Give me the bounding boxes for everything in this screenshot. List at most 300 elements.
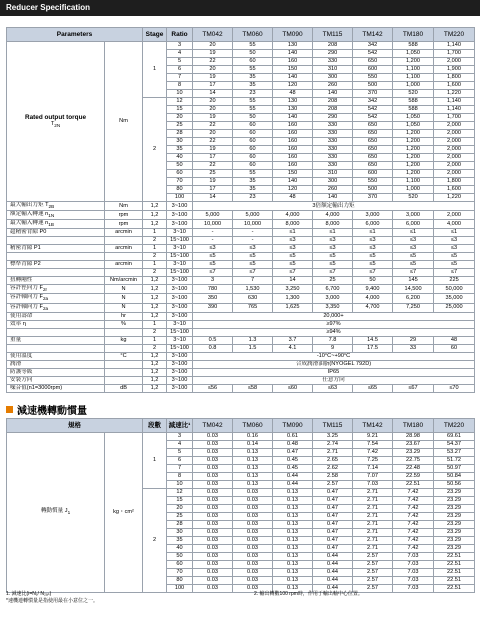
value-cell: 0.13 bbox=[233, 449, 273, 457]
ratio-cell: 80 bbox=[167, 186, 193, 194]
ratio-cell: 4 bbox=[167, 441, 193, 449]
param-label bbox=[7, 376, 105, 384]
value-cell: 160 bbox=[273, 58, 313, 66]
value-cell: ≤5 bbox=[393, 261, 434, 269]
value-cell: 3,250 bbox=[273, 285, 313, 294]
param-label-text: 容許徑向力 F bbox=[10, 285, 43, 292]
value-cell: 3 bbox=[193, 277, 233, 285]
param-label bbox=[7, 211, 105, 220]
value-cell: 22.48 bbox=[393, 465, 434, 473]
value-cell: 2.57 bbox=[353, 569, 393, 577]
table-row bbox=[7, 261, 475, 269]
col-header: 減速比¹ bbox=[167, 419, 193, 433]
value-cell: 500 bbox=[353, 82, 393, 90]
col-header: 段數 bbox=[143, 419, 167, 433]
value-cell: 310 bbox=[313, 66, 353, 74]
ratio-cell: 20 bbox=[167, 114, 193, 122]
value-cell: 3.25 bbox=[313, 433, 353, 441]
value-cell: 2,000 bbox=[434, 211, 475, 220]
value-cell: 4,000 bbox=[313, 211, 353, 220]
ratio-cell: 40 bbox=[167, 154, 193, 162]
table-row bbox=[7, 344, 475, 352]
value-cell: 2.74 bbox=[313, 441, 353, 449]
inertia-label-text: 轉動慣量 J bbox=[40, 508, 68, 515]
value-cell: 50.97 bbox=[434, 465, 475, 473]
ratio-cell: 3~100 bbox=[167, 211, 193, 220]
value-cell: 0.03 bbox=[193, 521, 233, 529]
table-row bbox=[7, 294, 475, 303]
value-cell: 2.71 bbox=[353, 521, 393, 529]
value-cell: 0.03 bbox=[233, 561, 273, 569]
table-row bbox=[7, 433, 475, 441]
ratio-cell: 8 bbox=[167, 82, 193, 90]
unit-cell bbox=[105, 237, 143, 245]
merged-value-cell: 任意方向 bbox=[193, 376, 475, 384]
value-cell: 0.13 bbox=[273, 577, 313, 585]
stage-cell: 1,2 bbox=[143, 384, 167, 392]
value-cell: ≤3 bbox=[233, 245, 273, 253]
stage-cell: 1 bbox=[143, 245, 167, 253]
value-cell: 20 bbox=[193, 106, 233, 114]
param-label-text: 超精密背隙 P0 bbox=[10, 229, 47, 236]
inertia-section-title: 減速機轉動慣量 bbox=[6, 402, 87, 417]
value-cell: 370 bbox=[353, 90, 393, 98]
value-cell: 330 bbox=[313, 122, 353, 130]
value-cell: 7.14 bbox=[353, 465, 393, 473]
value-cell: ≤60 bbox=[273, 384, 313, 392]
ratio-cell: 3~100 bbox=[167, 202, 193, 211]
ratio-cell: 7 bbox=[167, 74, 193, 82]
col-header: TM142 bbox=[353, 419, 393, 433]
value-cell: 9.21 bbox=[353, 433, 393, 441]
col-header: TM090 bbox=[273, 28, 313, 42]
ratio-cell: 3~100 bbox=[167, 303, 193, 312]
table-row bbox=[7, 202, 475, 211]
value-cell: 1.5 bbox=[233, 344, 273, 352]
value-cell: 145 bbox=[393, 277, 434, 285]
value-cell: 0.13 bbox=[273, 529, 313, 537]
param-label bbox=[7, 277, 105, 285]
value-cell: 20 bbox=[193, 130, 233, 138]
value-cell: 588 bbox=[393, 42, 434, 50]
value-cell: ≤5 bbox=[313, 253, 353, 261]
value-cell: 0.03 bbox=[233, 569, 273, 577]
param-label-sub: 2B bbox=[48, 204, 55, 210]
value-cell: 650 bbox=[353, 154, 393, 162]
value-cell: 0.03 bbox=[193, 489, 233, 497]
ratio-cell: 3~10 bbox=[167, 320, 193, 328]
value-cell: 2.57 bbox=[353, 585, 393, 593]
param-label-sub: 2r bbox=[42, 287, 48, 293]
value-cell: 1,140 bbox=[434, 106, 475, 114]
value-cell: 140 bbox=[313, 194, 353, 202]
value-cell: 1,100 bbox=[393, 178, 434, 186]
value-cell: 7.54 bbox=[353, 441, 393, 449]
footnote-right: 2. 輸出轉數100 rpm時，作用于輸出軸中心位置。 bbox=[254, 591, 363, 597]
ratio-cell: 40 bbox=[167, 545, 193, 553]
merged-value-cell: ≥94% bbox=[193, 328, 475, 336]
rated-torque-title: Rated output torque bbox=[24, 113, 87, 121]
value-cell: 20 bbox=[193, 66, 233, 74]
stage-cell: 1,2 bbox=[143, 303, 167, 312]
value-cell: 25 bbox=[193, 170, 233, 178]
ratio-cell: 3~100 bbox=[167, 220, 193, 229]
unit-cell: dB bbox=[105, 384, 143, 392]
value-cell: 1,000 bbox=[393, 82, 434, 90]
ratio-cell: 3~100 bbox=[167, 312, 193, 320]
value-cell: 0.03 bbox=[233, 585, 273, 593]
col-header-parameters: Parameters bbox=[7, 28, 143, 42]
value-cell: 20 bbox=[193, 98, 233, 106]
value-cell: 0.03 bbox=[193, 433, 233, 441]
unit-cell bbox=[105, 376, 143, 384]
param-label-text: 使用溫度 bbox=[10, 352, 33, 359]
value-cell: 130 bbox=[273, 98, 313, 106]
param-label-sub: 1B bbox=[48, 222, 54, 228]
inertia-header-row bbox=[7, 419, 475, 433]
value-cell: 0.44 bbox=[313, 561, 353, 569]
value-cell: 0.13 bbox=[273, 569, 313, 577]
value-cell: 0.03 bbox=[193, 545, 233, 553]
unit-cell bbox=[105, 253, 143, 261]
ratio-cell: 7 bbox=[167, 465, 193, 473]
value-cell: 150 bbox=[273, 66, 313, 74]
value-cell: 290 bbox=[313, 114, 353, 122]
value-cell: 330 bbox=[313, 130, 353, 138]
stage-cell: 2 bbox=[143, 489, 167, 593]
ratio-cell: 25 bbox=[167, 513, 193, 521]
value-cell: - bbox=[193, 229, 233, 237]
value-cell: ≤3 bbox=[353, 245, 393, 253]
unit-cell: arcmin bbox=[105, 229, 143, 237]
value-cell: 160 bbox=[273, 146, 313, 154]
value-cell: 60 bbox=[233, 138, 273, 146]
value-cell: 7.42 bbox=[393, 505, 434, 513]
value-cell: 7.42 bbox=[393, 529, 434, 537]
value-cell: 0.47 bbox=[313, 545, 353, 553]
stage-cell: 1,2 bbox=[143, 352, 167, 360]
table-row bbox=[7, 368, 475, 376]
value-cell: 25 bbox=[313, 277, 353, 285]
value-cell: 3,000 bbox=[353, 211, 393, 220]
ratio-cell: 35 bbox=[167, 146, 193, 154]
value-cell: 0.47 bbox=[313, 537, 353, 545]
ratio-cell: 70 bbox=[167, 569, 193, 577]
value-cell: 6,000 bbox=[353, 220, 393, 229]
value-cell: 4,700 bbox=[353, 303, 393, 312]
value-cell: 22.51 bbox=[434, 569, 475, 577]
ratio-cell: 3~100 bbox=[167, 277, 193, 285]
param-label bbox=[7, 303, 105, 312]
value-cell: 0.5 bbox=[193, 336, 233, 344]
value-cell: 23.29 bbox=[434, 489, 475, 497]
col-header: TM090 bbox=[273, 419, 313, 433]
unit-cell bbox=[105, 368, 143, 376]
value-cell: 22 bbox=[193, 138, 233, 146]
param-label bbox=[7, 237, 105, 245]
value-cell: 130 bbox=[273, 42, 313, 50]
value-cell: 130 bbox=[273, 106, 313, 114]
value-cell: 300 bbox=[313, 74, 353, 82]
stage-cell: 1,2 bbox=[143, 312, 167, 320]
value-cell: ≤7 bbox=[193, 269, 233, 277]
value-cell: 0.03 bbox=[193, 505, 233, 513]
value-cell: ≤5 bbox=[434, 253, 475, 261]
inertia-table bbox=[6, 418, 475, 593]
value-cell: 0.13 bbox=[233, 473, 273, 481]
table-row bbox=[7, 253, 475, 261]
param-label-sub: 1N bbox=[48, 213, 55, 219]
value-cell: 0.13 bbox=[273, 505, 313, 513]
value-cell: 2.71 bbox=[353, 513, 393, 521]
value-cell: 0.03 bbox=[233, 505, 273, 513]
value-cell: ≤5 bbox=[353, 261, 393, 269]
value-cell: 50,000 bbox=[434, 285, 475, 294]
value-cell: ≤63 bbox=[313, 384, 353, 392]
value-cell: 22.51 bbox=[434, 553, 475, 561]
value-cell: 22 bbox=[193, 162, 233, 170]
value-cell: 1,200 bbox=[393, 146, 434, 154]
value-cell: 55 bbox=[233, 66, 273, 74]
unit-cell: Nm/arcmin bbox=[105, 277, 143, 285]
value-cell: 55 bbox=[233, 42, 273, 50]
value-cell: 0.8 bbox=[193, 344, 233, 352]
value-cell: 1,100 bbox=[393, 74, 434, 82]
value-cell: 1,800 bbox=[434, 178, 475, 186]
value-cell: 0.03 bbox=[193, 585, 233, 593]
value-cell: 330 bbox=[313, 138, 353, 146]
value-cell: 1,220 bbox=[434, 194, 475, 202]
param-label bbox=[7, 320, 105, 328]
value-cell: ≤7 bbox=[434, 269, 475, 277]
value-cell: 10,000 bbox=[193, 220, 233, 229]
value-cell: 2.71 bbox=[353, 497, 393, 505]
value-cell: 160 bbox=[273, 138, 313, 146]
value-cell: 55 bbox=[233, 106, 273, 114]
value-cell: ≤3 bbox=[434, 237, 475, 245]
value-cell: 23 bbox=[233, 194, 273, 202]
rated-torque-symbol-text: T bbox=[50, 120, 55, 127]
value-cell: 48 bbox=[273, 90, 313, 98]
value-cell: 0.13 bbox=[273, 497, 313, 505]
value-cell: 48 bbox=[273, 194, 313, 202]
value-cell: 29 bbox=[393, 336, 434, 344]
value-cell: 19 bbox=[193, 114, 233, 122]
value-cell: 160 bbox=[273, 122, 313, 130]
value-cell: 120 bbox=[273, 186, 313, 194]
unit-cell bbox=[105, 269, 143, 277]
value-cell: 390 bbox=[193, 303, 233, 312]
table-row bbox=[7, 384, 475, 392]
value-cell: 2.71 bbox=[353, 489, 393, 497]
unit-cell: arcmin bbox=[105, 261, 143, 269]
value-cell: 0.44 bbox=[273, 473, 313, 481]
value-cell: 50.84 bbox=[434, 473, 475, 481]
param-label-text: 使用壽命 bbox=[10, 312, 33, 319]
value-cell: 0.13 bbox=[273, 585, 313, 593]
value-cell: 0.03 bbox=[233, 521, 273, 529]
value-cell: ≤5 bbox=[353, 253, 393, 261]
value-cell: 290 bbox=[313, 50, 353, 58]
param-label bbox=[7, 294, 105, 303]
param-label bbox=[7, 336, 105, 344]
ratio-cell: 30 bbox=[167, 138, 193, 146]
ratio-cell: 15~100 bbox=[167, 237, 193, 245]
value-cell: - bbox=[233, 229, 273, 237]
rated-torque-symbol bbox=[7, 121, 104, 129]
value-cell: 765 bbox=[233, 303, 273, 312]
value-cell: ≤67 bbox=[393, 384, 434, 392]
unit-cell: N bbox=[105, 285, 143, 294]
value-cell: 2.71 bbox=[353, 537, 393, 545]
value-cell: 23.29 bbox=[434, 505, 475, 513]
param-label bbox=[7, 253, 105, 261]
param-label-text: 容許軸向力 F bbox=[10, 303, 43, 310]
ratio-cell: 20 bbox=[167, 505, 193, 513]
value-cell: 17.5 bbox=[353, 344, 393, 352]
value-cell: 650 bbox=[353, 162, 393, 170]
value-cell: ≤1 bbox=[353, 229, 393, 237]
value-cell: 2,000 bbox=[434, 130, 475, 138]
unit-cell: Nm bbox=[105, 202, 143, 211]
value-cell: 2,000 bbox=[434, 138, 475, 146]
value-cell: 2,000 bbox=[434, 154, 475, 162]
value-cell: 51.72 bbox=[434, 457, 475, 465]
stage-cell: 2 bbox=[143, 98, 167, 202]
value-cell: 9,400 bbox=[353, 285, 393, 294]
value-cell: ≤5 bbox=[393, 253, 434, 261]
ratio-cell: 3~100 bbox=[167, 384, 193, 392]
ratio-cell: 25 bbox=[167, 122, 193, 130]
value-cell: 0.45 bbox=[273, 457, 313, 465]
value-cell: 19 bbox=[193, 146, 233, 154]
value-cell: 50 bbox=[233, 50, 273, 58]
value-cell: 55 bbox=[233, 170, 273, 178]
inertia-label bbox=[7, 433, 105, 593]
value-cell: 542 bbox=[353, 50, 393, 58]
value-cell: ≤5 bbox=[193, 253, 233, 261]
value-cell: 3,000 bbox=[393, 211, 434, 220]
table-row bbox=[7, 328, 475, 336]
value-cell: 23.29 bbox=[434, 521, 475, 529]
value-cell: 9 bbox=[313, 344, 353, 352]
param-label bbox=[7, 202, 105, 211]
col-header: TM180 bbox=[393, 419, 434, 433]
value-cell: 1,530 bbox=[233, 285, 273, 294]
value-cell: 208 bbox=[313, 42, 353, 50]
value-cell: 50 bbox=[233, 114, 273, 122]
table-row bbox=[7, 312, 475, 320]
value-cell: 25,000 bbox=[434, 303, 475, 312]
value-cell: 7.03 bbox=[393, 553, 434, 561]
col-header: TM115 bbox=[313, 419, 353, 433]
inertia-label-sub: 1 bbox=[67, 510, 71, 516]
value-cell: 1,050 bbox=[393, 114, 434, 122]
value-cell: ≤56 bbox=[193, 384, 233, 392]
value-cell: 35 bbox=[233, 178, 273, 186]
param-label-text: 精密背隙 P1 bbox=[10, 245, 41, 252]
value-cell: 588 bbox=[393, 106, 434, 114]
param-label bbox=[7, 360, 105, 368]
value-cell: 520 bbox=[393, 90, 434, 98]
ratio-cell: 15~100 bbox=[167, 344, 193, 352]
value-cell: 1,200 bbox=[393, 162, 434, 170]
value-cell: 650 bbox=[353, 138, 393, 146]
unit-cell: °C bbox=[105, 352, 143, 360]
value-cell: 22.51 bbox=[434, 585, 475, 593]
value-cell: 0.03 bbox=[193, 529, 233, 537]
value-cell: 0.03 bbox=[193, 577, 233, 585]
param-label bbox=[7, 229, 105, 237]
value-cell: ≤5 bbox=[193, 261, 233, 269]
ratio-cell: 12 bbox=[167, 98, 193, 106]
value-cell: 1,000 bbox=[393, 186, 434, 194]
value-cell: 48 bbox=[434, 336, 475, 344]
value-cell: 160 bbox=[273, 162, 313, 170]
value-cell: ≤3 bbox=[353, 237, 393, 245]
value-cell: 2.71 bbox=[313, 449, 353, 457]
value-cell: 0.13 bbox=[273, 489, 313, 497]
unit-cell: hr bbox=[105, 312, 143, 320]
value-cell: 342 bbox=[353, 98, 393, 106]
ratio-cell: 28 bbox=[167, 521, 193, 529]
stage-cell: 1,2 bbox=[143, 211, 167, 220]
footnote-left: 1. 減速比(i=N₁/ N₂ₐₛ) *速機連轉慣量是指使用最在小意位之一。 bbox=[6, 591, 98, 604]
value-cell: 1,200 bbox=[393, 170, 434, 178]
value-cell: 0.44 bbox=[313, 577, 353, 585]
value-cell: 1,200 bbox=[393, 130, 434, 138]
value-cell: 0.16 bbox=[233, 433, 273, 441]
value-cell: 35 bbox=[233, 74, 273, 82]
table-row bbox=[7, 285, 475, 294]
value-cell: 7.42 bbox=[393, 521, 434, 529]
ratio-cell: 3~100 bbox=[167, 352, 193, 360]
value-cell: ≤7 bbox=[233, 269, 273, 277]
stage-cell: 1 bbox=[143, 336, 167, 344]
value-cell: 23.29 bbox=[434, 513, 475, 521]
value-cell: 7.03 bbox=[393, 561, 434, 569]
param-label bbox=[7, 344, 105, 352]
value-cell: 7.42 bbox=[393, 537, 434, 545]
value-cell: 35 bbox=[233, 186, 273, 194]
value-cell: ≤70 bbox=[434, 384, 475, 392]
value-cell: 6,000 bbox=[393, 220, 434, 229]
value-cell: 3,350 bbox=[313, 303, 353, 312]
value-cell: 4,000 bbox=[353, 294, 393, 303]
value-cell: 0.44 bbox=[313, 569, 353, 577]
value-cell: 650 bbox=[353, 58, 393, 66]
value-cell: 4,000 bbox=[434, 220, 475, 229]
merged-value-cell: IP65 bbox=[193, 368, 475, 376]
value-cell: 23 bbox=[233, 90, 273, 98]
value-cell: 19 bbox=[193, 74, 233, 82]
value-cell: 7 bbox=[233, 277, 273, 285]
col-header: TM060 bbox=[233, 419, 273, 433]
value-cell: 17 bbox=[193, 186, 233, 194]
param-label-text: 容許軸向力 F bbox=[10, 294, 43, 301]
stage-cell: 1,2 bbox=[143, 277, 167, 285]
merged-value-cell: -10°C~+90°C bbox=[193, 352, 475, 360]
ratio-cell: 50 bbox=[167, 162, 193, 170]
stage-cell: 1 bbox=[143, 433, 167, 489]
value-cell: 0.47 bbox=[313, 505, 353, 513]
table-row bbox=[7, 376, 475, 384]
value-cell: 54.37 bbox=[434, 441, 475, 449]
value-cell: 0.44 bbox=[313, 553, 353, 561]
unit-cell: N bbox=[105, 294, 143, 303]
value-cell: 542 bbox=[353, 106, 393, 114]
value-cell: 630 bbox=[233, 294, 273, 303]
